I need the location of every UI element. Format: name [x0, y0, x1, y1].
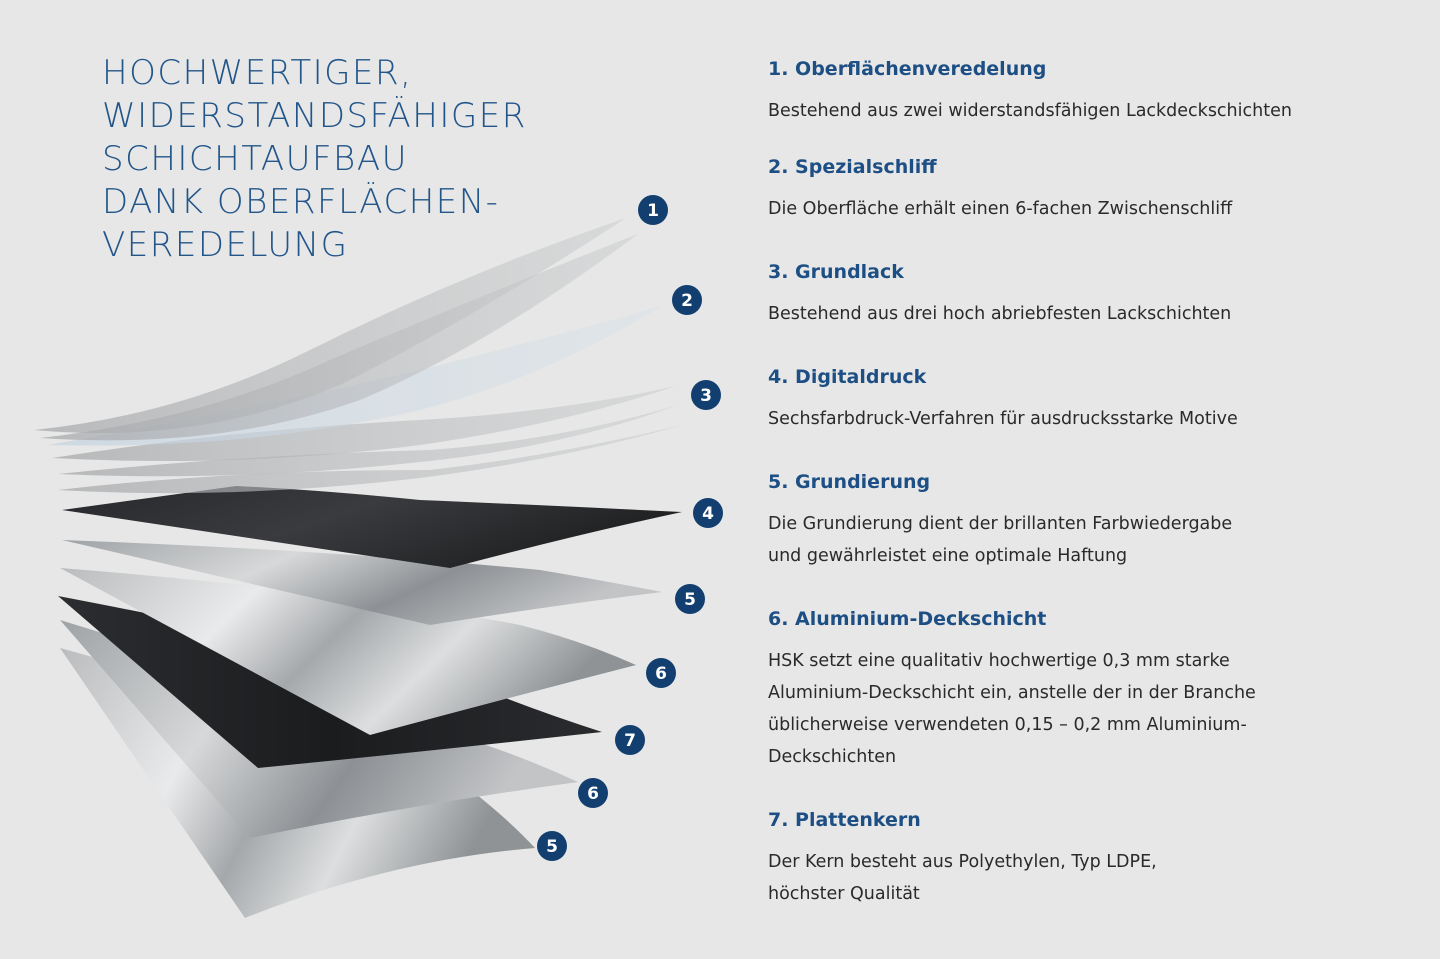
layer-text-line: Sechsfarbdruck-Verfahren für ausdrucksstarke Motive: [768, 409, 1238, 429]
layer-text-line: Bestehend aus drei hoch abriebfesten Lackschichten: [768, 304, 1232, 324]
layer-title: 3. Grundlack: [768, 261, 904, 283]
svg-text:6: 6: [587, 784, 599, 804]
layer-marker: [578, 778, 608, 808]
svg-text:5: 5: [684, 590, 696, 610]
layer-text-line: Die Grundierung dient der brillanten Farbwiedergabe: [768, 514, 1233, 534]
layer-description: [768, 259, 1408, 330]
layer-text: [768, 403, 1408, 435]
layer-title: 7. Plattenkern: [768, 809, 921, 831]
layer-text-line: Der Kern besteht aus Polyethylen, Typ LDPE,: [768, 852, 1157, 872]
layer-text-line: HSK setzt eine qualitativ hochwertige 0,3 mm starke: [768, 651, 1230, 671]
layer-description: [768, 807, 1408, 910]
layer-title: 1. Oberflächenveredelung: [768, 58, 1047, 80]
layer-title: 4. Digitaldruck: [768, 366, 927, 388]
layer-description: [768, 154, 1408, 225]
layer-marker: [646, 658, 676, 688]
layer-description: [768, 364, 1408, 435]
headline-line: VEREDELUNG: [102, 225, 349, 265]
headline-line: HOCHWERTIGER,: [102, 53, 413, 93]
layer-marker: [691, 380, 721, 410]
svg-text:6: 6: [655, 664, 667, 684]
layer-title: 6. Aluminium-Deckschicht: [768, 608, 1047, 630]
layer-description: [768, 469, 1408, 572]
layer-text: [768, 298, 1408, 330]
layer-text: [768, 645, 1408, 773]
layer-marker: [693, 498, 723, 528]
layer-description: [768, 606, 1408, 773]
svg-text:7: 7: [624, 731, 636, 751]
svg-text:4: 4: [702, 504, 714, 524]
headline-line: DANK OBERFLÄCHEN-: [102, 182, 500, 222]
layer-text: [768, 508, 1408, 572]
layer-marker: [537, 831, 567, 861]
layer-text-line: üblicherweise verwendeten 0,15 – 0,2 mm Aluminium-: [768, 715, 1247, 735]
layer-marker: [615, 725, 645, 755]
layer-title: 2. Spezialschliff: [768, 156, 937, 178]
svg-text:2: 2: [681, 291, 693, 311]
layer-text-line: Aluminium-Deckschicht ein, anstelle der in der Branche: [768, 683, 1256, 703]
layer-text-line: Die Oberfläche erhält einen 6-fachen Zwischenschliff: [768, 199, 1233, 219]
layer-description: [768, 56, 1408, 127]
layer-text-line: und gewährleistet eine optimale Haftung: [768, 546, 1128, 566]
layer-marker: [638, 195, 668, 225]
svg-text:5: 5: [546, 837, 558, 857]
svg-text:3: 3: [700, 386, 712, 406]
layer-text: [768, 846, 1408, 910]
layer-text-line: höchster Qualität: [768, 884, 920, 904]
layer-marker: [675, 584, 705, 614]
layer-text-line: Deckschichten: [768, 747, 897, 767]
layer-text-line: Bestehend aus zwei widerstandsfähigen Lackdeckschichten: [768, 101, 1292, 121]
headline-line: WIDERSTANDSFÄHIGER: [102, 96, 527, 136]
layer-title: 5. Grundierung: [768, 471, 931, 493]
layer-marker: [672, 285, 702, 315]
svg-text:1: 1: [647, 201, 659, 221]
headline-line: SCHICHTAUFBAU: [102, 139, 408, 179]
layer-text: [768, 95, 1408, 127]
layer-text: [768, 193, 1408, 225]
